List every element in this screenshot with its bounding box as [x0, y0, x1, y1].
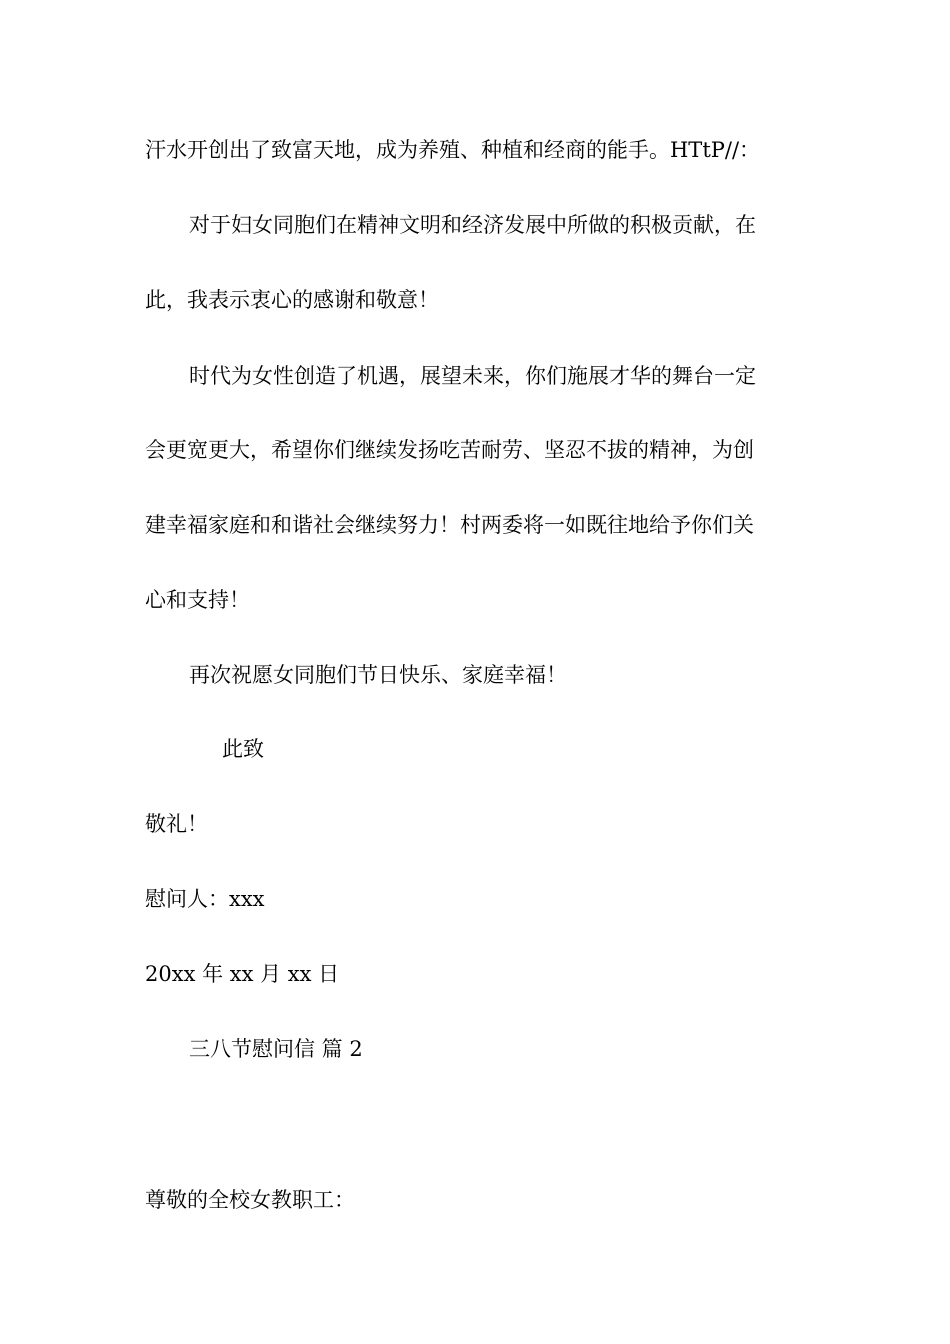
paragraph-line: 心和支持！: [145, 588, 250, 612]
closing-regards: 敬礼！: [145, 812, 208, 836]
paragraph-line: 时代为女性创造了机遇，展望未来，你们施展才华的舞台一定: [189, 364, 756, 388]
paragraph-line: 此，我表示衷心的感谢和敬意！: [145, 288, 439, 312]
paragraph-line: 建幸福家庭和和谐社会继续努力！村两委将一如既往地给予你们关: [145, 513, 754, 537]
paragraph-line: 再次祝愿女同胞们节日快乐、家庭幸福！: [189, 663, 567, 687]
closing-salutation: 此致: [222, 737, 264, 761]
greeting-line: 尊敬的全校女教职工：: [145, 1188, 355, 1212]
paragraph-line: 会更宽更大，希望你们继续发扬吃苦耐劳、坚忍不拔的精神，为创: [145, 438, 754, 462]
signatory: 慰问人：xxx: [145, 887, 265, 911]
paragraph-line: 汗水开创出了致富天地，成为养殖、种植和经商的能手。HTtP//：: [145, 138, 761, 162]
section-heading: 三八节慰问信 篇 2: [189, 1037, 363, 1061]
date-line: 20xx 年 xx 月 xx 日: [145, 962, 340, 986]
paragraph-line: 对于妇女同胞们在精神文明和经济发展中所做的积极贡献，在: [189, 213, 756, 237]
